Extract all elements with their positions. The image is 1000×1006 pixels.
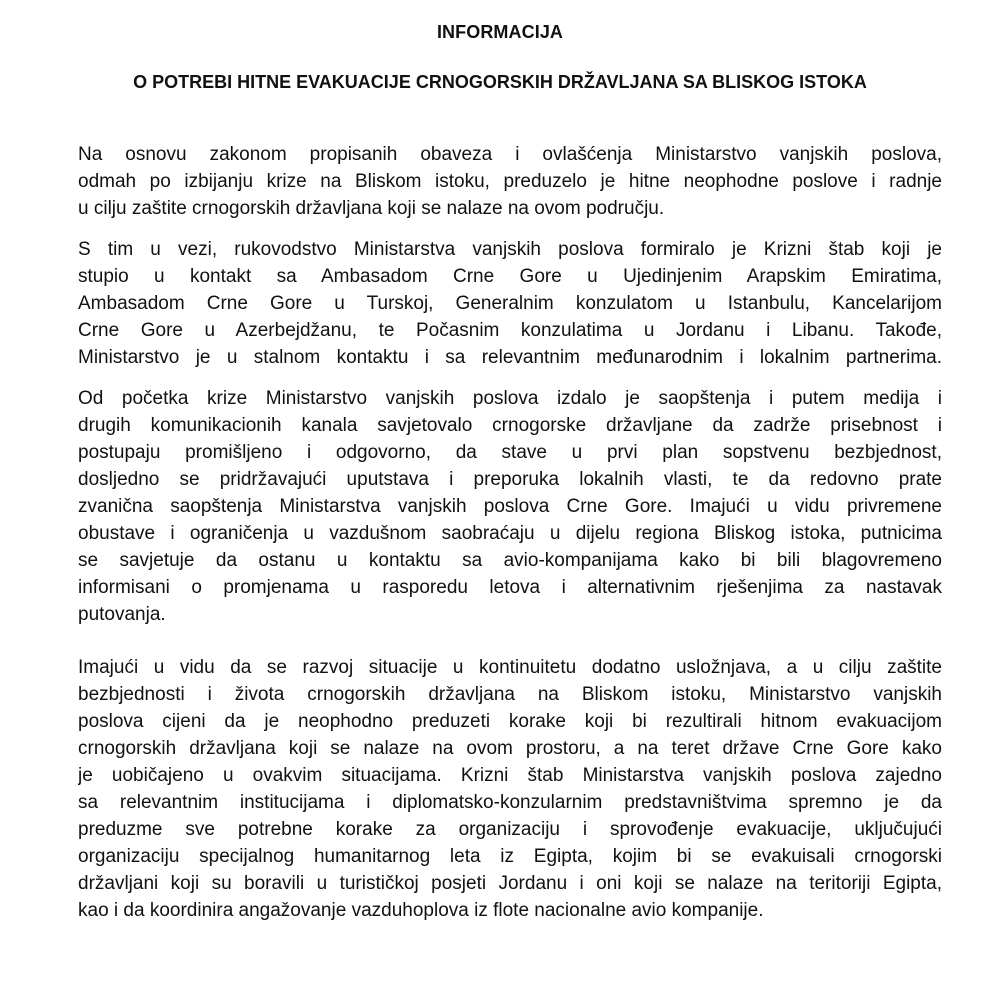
paragraph-line: crnogorskih državljana koji se nalaze na ovom prostoru, a na teret države Crne Gore kako (78, 738, 942, 759)
paragraph-line: drugih komunikacionih kanala savjetovalo crnogorske državljane da zadrže prisebnost i (78, 415, 942, 436)
paragraph-line: bezbjednosti i života crnogorskih državljana na Bliskom istoku, Ministarstvo vanjskih (78, 684, 942, 705)
paragraph-3 (78, 385, 942, 628)
paragraph-line: zvanična saopštenja Ministarstva vanjskih poslova Crne Gore. Imajući u vidu privremene (78, 496, 942, 517)
paragraph-line: državljani koji su boravili u turističkoj posjeti Jordanu i oni koji se nalaze na teritoriji Egipta, (78, 873, 942, 894)
document-title: INFORMACIJA (436, 22, 564, 42)
paragraph-line: postupaju promišljeno i odgovorno, da stave u prvi plan sopstvenu bezbjednost, (78, 442, 942, 463)
paragraph-line: informisani o promjenama u rasporedu letova i alternativnim rješenjima za nastavak (78, 577, 942, 598)
paragraph-line: Ambasadom Crne Gore u Turskoj, Generalnim konzulatom u Istanbulu, Kancelarijom (78, 293, 942, 314)
paragraph-line: S tim u vezi, rukovodstvo Ministarstva vanjskih poslova formiralo je Krizni štab koji je (78, 239, 942, 260)
paragraph-line: Na osnovu zakonom propisanih obaveza i ovlašćenja Ministarstvo vanjskih poslova, (78, 144, 942, 165)
paragraph-line: preduzme sve potrebne korake za organizaciju i sprovođenje evakuacije, uključujući (78, 819, 942, 840)
paragraph-2 (78, 236, 942, 371)
paragraph-line: se savjetuje da ostanu u kontaktu sa avio-kompanijama kako bi bili blagovremeno (78, 550, 942, 571)
paragraph-line: je uobičajeno u ovakvim situacijama. Krizni štab Ministarstva vanjskih poslova zajedno (78, 765, 942, 786)
paragraph-line: kao i da koordinira angažovanje vazduhoplova iz flote nacionalne avio kompanije. (78, 900, 764, 921)
paragraph-line: putovanja. (78, 604, 166, 625)
paragraph-line: poslova cijeni da je neophodno preduzeti korake koji bi rezultirali hitnom evakuacijom (78, 711, 942, 732)
paragraph-4 (78, 654, 942, 924)
paragraph-line: sa relevantnim institucijama i diplomatsko-konzularnim predstavništvima spremno je da (78, 792, 942, 813)
paragraph-line: organizaciju specijalnog humanitarnog leta iz Egipta, kojim bi se evakuisali crnogorski (78, 846, 942, 867)
paragraph-line: u cilju zaštite crnogorskih državljana koji se nalaze na ovom području. (78, 198, 665, 219)
paragraph-line: Od početka krize Ministarstvo vanjskih poslova izdalo je saopštenja i putem medija i (78, 388, 942, 409)
paragraph-line: Ministarstvo je u stalnom kontaktu i sa relevantnim međunarodnim i lokalnim partnerima. (78, 347, 942, 368)
paragraph-line: Imajući u vidu da se razvoj situacije u kontinuitetu dodatno usložnjava, a u cilju zaštite (78, 657, 942, 678)
paragraph-1 (78, 141, 942, 222)
paragraph-line: obustave i ograničenja u vazdušnom saobraćaju u dijelu regiona Bliskog istoka, putnicima (78, 523, 942, 544)
paragraph-line: dosljedno se pridržavajući uputstava i preporuka lokalnih vlasti, te da redovno prate (78, 469, 942, 490)
document-subtitle: O POTREBI HITNE EVAKUACIJE CRNOGORSKIH DRŽAVLJANA SA BLISKOG ISTOKA (133, 72, 867, 92)
paragraph-line: Crne Gore u Azerbejdžanu, te Počasnim konzulatima u Jordanu i Libanu. Takođe, (78, 320, 942, 341)
paragraph-line: odmah po izbijanju krize na Bliskom istoku, preduzelo je hitne neophodne poslove i radnje (78, 171, 942, 192)
paragraph-line: stupio u kontakt sa Ambasadom Crne Gore u Ujedinjenim Arapskim Emiratima, (78, 266, 942, 287)
